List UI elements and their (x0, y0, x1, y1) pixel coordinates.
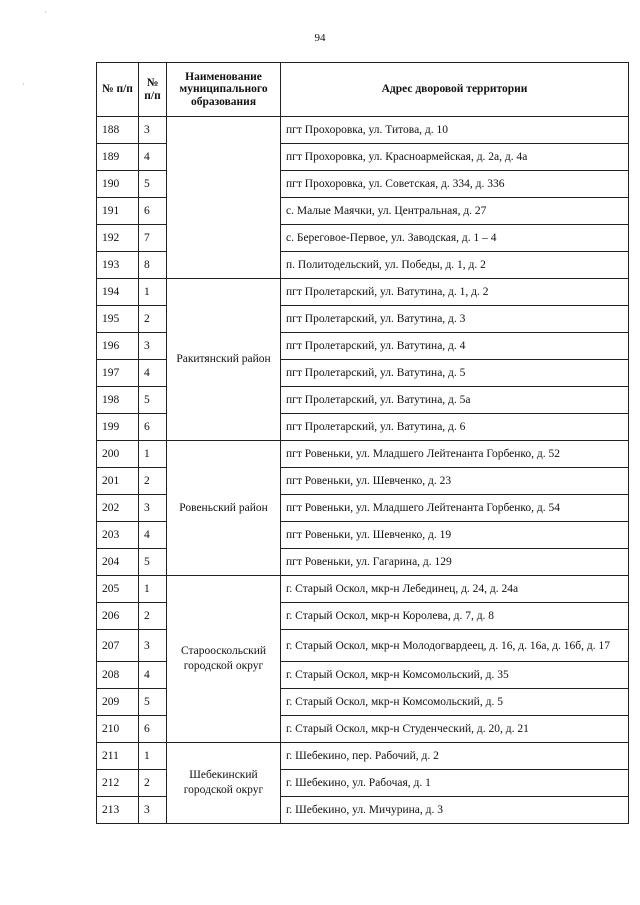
row-sub-num: 4 (139, 144, 167, 171)
row-sub-num: 3 (139, 333, 167, 360)
row-address: г. Шебекино, пер. Рабочий, д. 2 (281, 743, 629, 770)
municipality-cell: Старооскольский городской округ (167, 576, 281, 743)
row-sub-num: 5 (139, 549, 167, 576)
row-num: 208 (97, 662, 139, 689)
row-num: 207 (97, 630, 139, 662)
page-number: 94 (314, 32, 326, 44)
row-sub-num: 3 (139, 495, 167, 522)
row-sub-num: 6 (139, 198, 167, 225)
row-address: г. Старый Оскол, мкр-н Лебединец, д. 24, д. 24а (281, 576, 629, 603)
row-num: 193 (97, 252, 139, 279)
row-num: 210 (97, 716, 139, 743)
row-num: 213 (97, 797, 139, 824)
row-sub-num: 3 (139, 630, 167, 662)
row-address: г. Старый Оскол, мкр-н Студенческий, д. 20, д. 21 (281, 716, 629, 743)
row-num: 188 (97, 117, 139, 144)
row-address: пгт Пролетарский, ул. Ватутина, д. 1, д. 2 (281, 279, 629, 306)
header-num: № п/п (97, 63, 139, 117)
row-num: 189 (97, 144, 139, 171)
row-num: 190 (97, 171, 139, 198)
row-sub-num: 7 (139, 225, 167, 252)
row-sub-num: 5 (139, 171, 167, 198)
row-num: 198 (97, 387, 139, 414)
table-row (97, 441, 629, 468)
row-sub-num: 2 (139, 468, 167, 495)
row-address: г. Старый Оскол, мкр-н Королева, д. 7, д. 8 (281, 603, 629, 630)
row-sub-num: 1 (139, 743, 167, 770)
municipality-cell (167, 117, 281, 279)
row-num: 203 (97, 522, 139, 549)
row-num: 204 (97, 549, 139, 576)
table-header-row (97, 63, 629, 117)
row-num: 211 (97, 743, 139, 770)
header-address: Адрес дворовой территории (281, 63, 629, 117)
row-address: пгт Ровеньки, ул. Шевченко, д. 19 (281, 522, 629, 549)
row-address: п. Политодельский, ул. Победы, д. 1, д. 2 (281, 252, 629, 279)
row-address: с. Береговое-Первое, ул. Заводская, д. 1 – 4 (281, 225, 629, 252)
row-sub-num: 4 (139, 522, 167, 549)
row-num: 191 (97, 198, 139, 225)
row-address: с. Малые Маячки, ул. Центральная, д. 27 (281, 198, 629, 225)
row-address: пгт Ровеньки, ул. Младшего Лейтенанта Горбенко, д. 52 (281, 441, 629, 468)
row-num: 192 (97, 225, 139, 252)
row-address: пгт Прохоровка, ул. Советская, д. 334, д. 336 (281, 171, 629, 198)
row-sub-num: 4 (139, 662, 167, 689)
row-sub-num: 6 (139, 414, 167, 441)
row-num: 199 (97, 414, 139, 441)
municipality-cell: Ракитянский район (167, 279, 281, 441)
scan-speck: · (22, 80, 25, 89)
row-address: пгт Пролетарский, ул. Ватутина, д. 5 (281, 360, 629, 387)
table-row (97, 743, 629, 770)
row-address: г. Старый Оскол, мкр-н Комсомольский, д. 35 (281, 662, 629, 689)
row-num: 209 (97, 689, 139, 716)
table-row (97, 279, 629, 306)
row-sub-num: 1 (139, 441, 167, 468)
row-address: пгт Прохоровка, ул. Красноармейская, д. 2а, д. 4а (281, 144, 629, 171)
row-address: пгт Пролетарский, ул. Ватутина, д. 6 (281, 414, 629, 441)
row-address: г. Старый Оскол, мкр-н Молодогвардеец, д. 16, д. 16а, д. 16б, д. 17 (281, 630, 629, 662)
row-sub-num: 5 (139, 387, 167, 414)
scan-speck: · (44, 8, 47, 17)
row-sub-num: 3 (139, 117, 167, 144)
row-num: 195 (97, 306, 139, 333)
row-address: г. Шебекино, ул. Мичурина, д. 3 (281, 797, 629, 824)
row-sub-num: 1 (139, 279, 167, 306)
territory-table (96, 62, 629, 824)
row-address: пгт Пролетарский, ул. Ватутина, д. 3 (281, 306, 629, 333)
row-num: 197 (97, 360, 139, 387)
row-num: 200 (97, 441, 139, 468)
row-address: пгт Ровеньки, ул. Гагарина, д. 129 (281, 549, 629, 576)
row-address: пгт Прохоровка, ул. Титова, д. 10 (281, 117, 629, 144)
row-sub-num: 4 (139, 360, 167, 387)
row-sub-num: 2 (139, 603, 167, 630)
row-address: пгт Пролетарский, ул. Ватутина, д. 5а (281, 387, 629, 414)
header-sub-num: № п/п (139, 63, 167, 117)
row-num: 194 (97, 279, 139, 306)
municipality-cell: Шебекинский городской округ (167, 743, 281, 824)
row-sub-num: 5 (139, 689, 167, 716)
header-municipality: Наименование муниципального образования (167, 63, 281, 117)
row-num: 202 (97, 495, 139, 522)
row-sub-num: 3 (139, 797, 167, 824)
row-num: 196 (97, 333, 139, 360)
row-address: пгт Ровеньки, ул. Младшего Лейтенанта Горбенко, д. 54 (281, 495, 629, 522)
row-address: пгт Ровеньки, ул. Шевченко, д. 23 (281, 468, 629, 495)
row-sub-num: 8 (139, 252, 167, 279)
row-sub-num: 2 (139, 306, 167, 333)
row-num: 212 (97, 770, 139, 797)
row-address: пгт Пролетарский, ул. Ватутина, д. 4 (281, 333, 629, 360)
table-row (97, 576, 629, 603)
municipality-cell: Ровеньский район (167, 441, 281, 576)
row-sub-num: 6 (139, 716, 167, 743)
row-sub-num: 2 (139, 770, 167, 797)
row-num: 205 (97, 576, 139, 603)
table-row (97, 117, 629, 144)
row-address: г. Старый Оскол, мкр-н Комсомольский, д. 5 (281, 689, 629, 716)
row-num: 206 (97, 603, 139, 630)
row-num: 201 (97, 468, 139, 495)
row-address: г. Шебекино, ул. Рабочая, д. 1 (281, 770, 629, 797)
row-sub-num: 1 (139, 576, 167, 603)
